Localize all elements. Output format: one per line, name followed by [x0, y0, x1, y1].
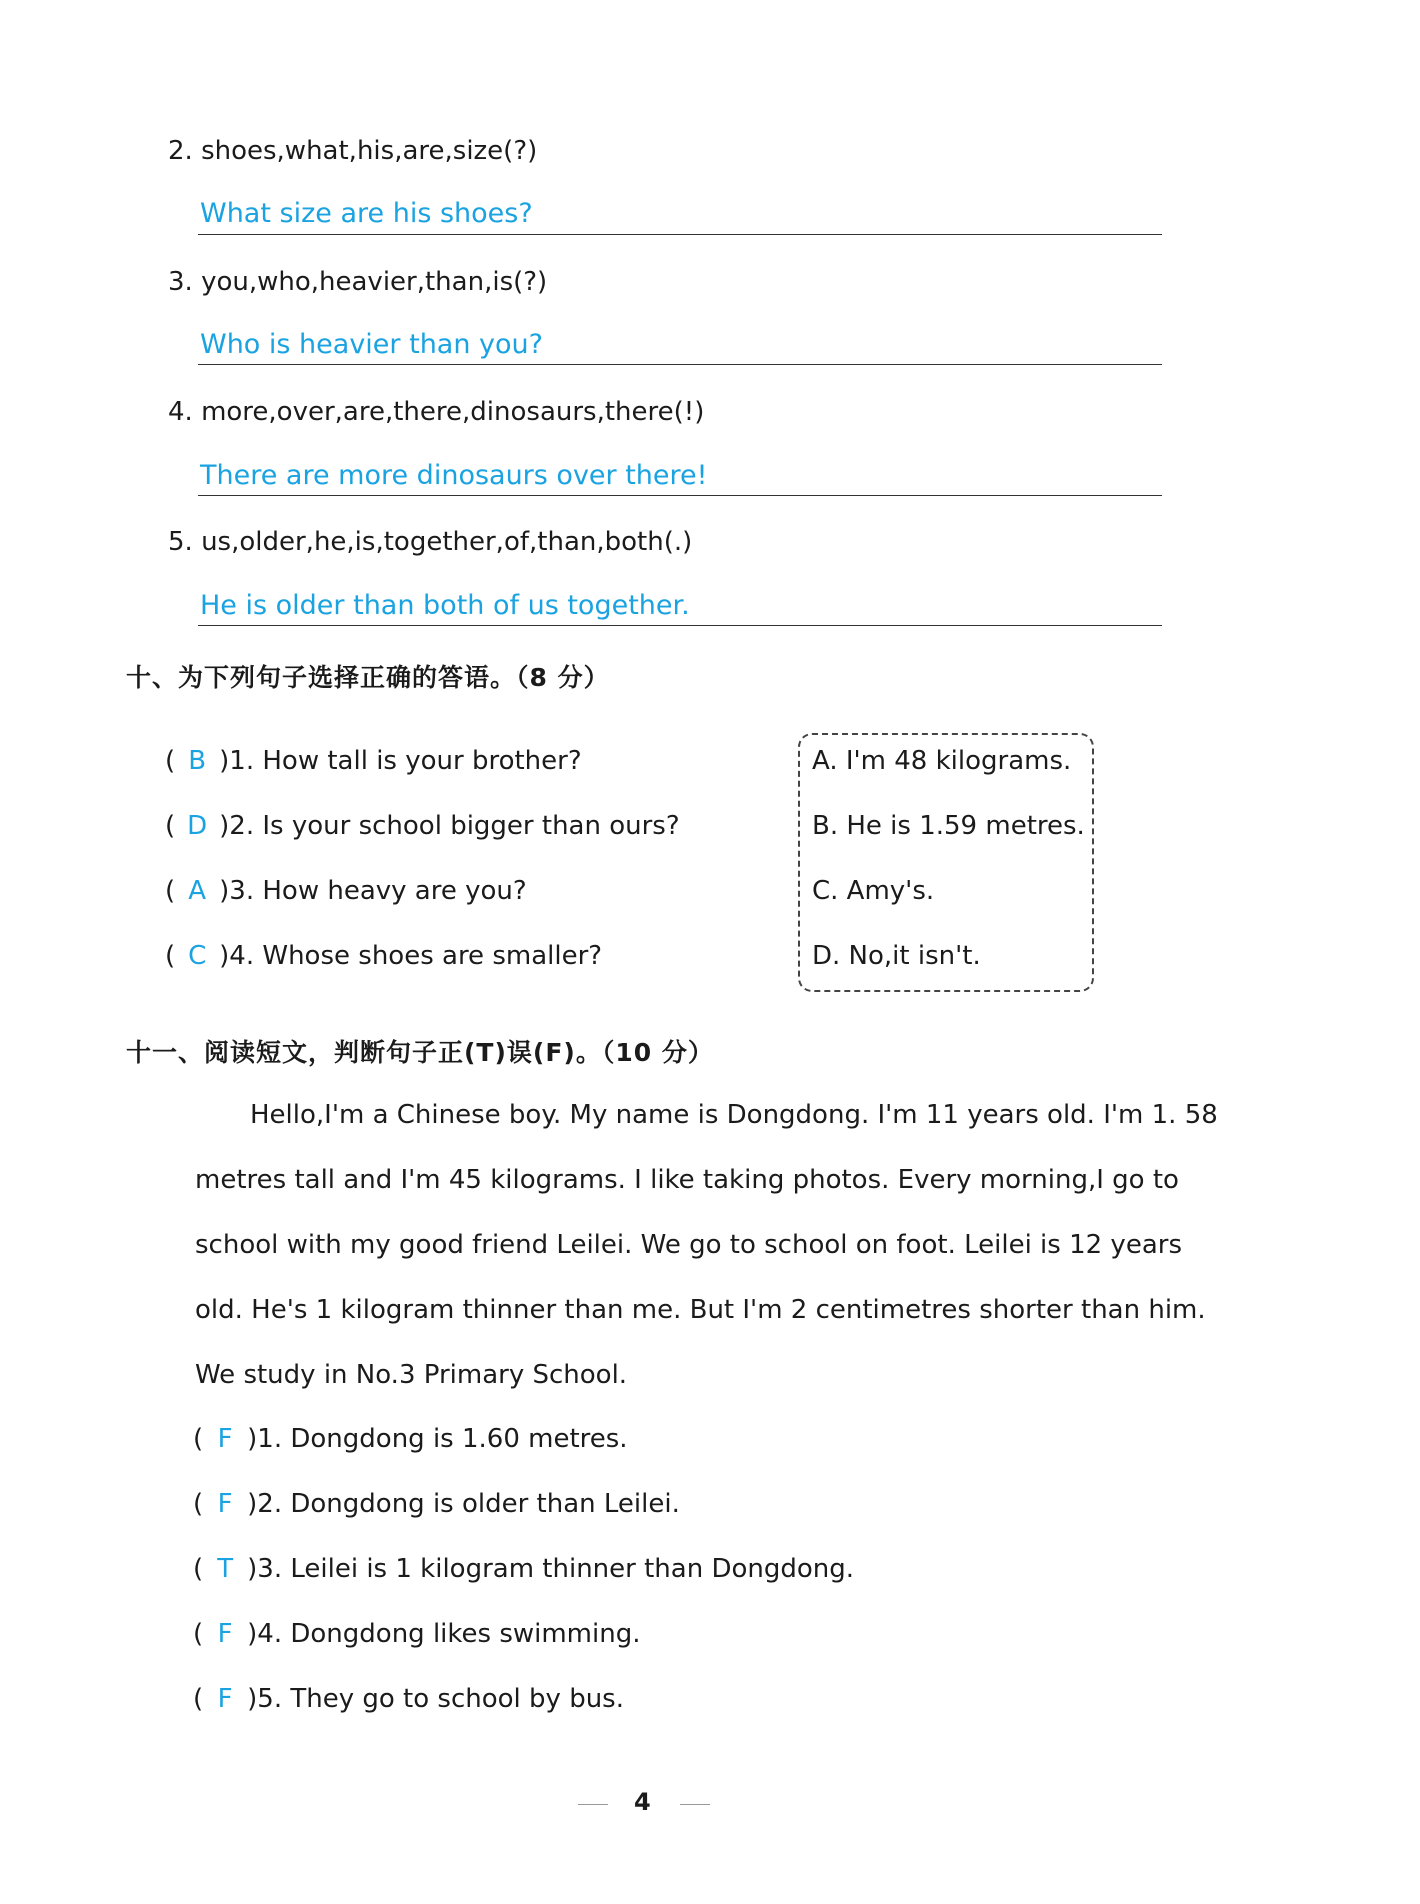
- tf-answer-1: F: [217, 1424, 233, 1454]
- tf-answer-3: T: [217, 1554, 234, 1584]
- tf-question-text-4: )4. Dongdong likes swimming.: [247, 1619, 641, 1649]
- tf-answer-5: F: [217, 1684, 233, 1714]
- bracket-open: (: [193, 1489, 204, 1519]
- tf-question-text-2: )2. Dongdong is older than Leilei.: [247, 1489, 680, 1519]
- reorder-answer-4: There are more dinosaurs over there!: [200, 460, 708, 491]
- reorder-answer-5: He is older than both of us together.: [200, 590, 690, 621]
- mc-answer-1: B: [188, 746, 207, 776]
- mc-question-4: [165, 941, 602, 971]
- mc-question-text-2: )2. Is your school bigger than ours?: [219, 811, 680, 841]
- mc-question-text-1: )1. How tall is your brother?: [219, 746, 582, 776]
- bracket-open: (: [193, 1424, 204, 1454]
- mc-answer-4: C: [188, 941, 207, 971]
- section-10-title: 十、为下列句子选择正确的答语。（8 分）: [126, 663, 610, 692]
- option-b: B. He is 1.59 metres.: [812, 811, 1085, 841]
- bracket-open: (: [165, 876, 176, 906]
- answer-line: [198, 625, 1162, 626]
- passage-line-1: Hello,I'm a Chinese boy. My name is Dongdong. I'm 11 years old. I'm 1. 58: [250, 1100, 1218, 1130]
- tf-question-3: [193, 1554, 854, 1584]
- reorder-prompt-2: 2. shoes,what,his,are,size(?): [168, 136, 538, 166]
- page-number: 4: [634, 1788, 651, 1816]
- answer-line: [198, 364, 1162, 365]
- answer-line: [198, 495, 1162, 496]
- mc-answer-3: A: [188, 876, 207, 906]
- footer-dash-right: [680, 1804, 710, 1805]
- tf-question-1: [193, 1424, 628, 1454]
- mc-answer-2: D: [187, 811, 208, 841]
- answer-line: [198, 234, 1162, 235]
- tf-question-text-5: )5. They go to school by bus.: [247, 1684, 624, 1714]
- section-11-title: 十一、阅读短文，判断句子正(T)误(F)。（10 分）: [126, 1038, 714, 1067]
- mc-question-2: [165, 811, 680, 841]
- passage-line-5: We study in No.3 Primary School.: [195, 1360, 628, 1390]
- option-a: A. I'm 48 kilograms.: [812, 746, 1072, 776]
- tf-answer-2: F: [217, 1489, 233, 1519]
- passage-line-3: school with my good friend Leilei. We go to school on foot. Leilei is 12 years: [195, 1230, 1182, 1260]
- mc-question-text-3: )3. How heavy are you?: [219, 876, 527, 906]
- reorder-answer-2: What size are his shoes?: [200, 198, 533, 229]
- bracket-open: (: [165, 941, 176, 971]
- reorder-prompt-4: 4. more,over,are,there,dinosaurs,there(!): [168, 397, 705, 427]
- tf-question-5: [193, 1684, 624, 1714]
- tf-question-text-3: )3. Leilei is 1 kilogram thinner than Dongdong.: [247, 1554, 855, 1584]
- bracket-open: (: [165, 811, 176, 841]
- bracket-open: (: [165, 746, 176, 776]
- reorder-prompt-3: 3. you,who,heavier,than,is(?): [168, 267, 548, 297]
- bracket-open: (: [193, 1554, 204, 1584]
- mc-question-1: [165, 746, 582, 776]
- passage-line-2: metres tall and I'm 45 kilograms. I like taking photos. Every morning,I go to: [195, 1165, 1179, 1195]
- bracket-open: (: [193, 1619, 204, 1649]
- reorder-prompt-5: 5. us,older,he,is,together,of,than,both(.): [168, 527, 693, 557]
- tf-answer-4: F: [217, 1619, 233, 1649]
- tf-question-text-1: )1. Dongdong is 1.60 metres.: [247, 1424, 628, 1454]
- bracket-open: (: [193, 1684, 204, 1714]
- option-d: D. No,it isn't.: [812, 941, 981, 971]
- option-c: C. Amy's.: [812, 876, 935, 906]
- reorder-answer-3: Who is heavier than you?: [200, 329, 543, 360]
- mc-question-3: [165, 876, 527, 906]
- footer-dash-left: [578, 1804, 608, 1805]
- passage-line-4: old. He's 1 kilogram thinner than me. But I'm 2 centimetres shorter than him.: [195, 1295, 1206, 1325]
- mc-question-text-4: )4. Whose shoes are smaller?: [219, 941, 603, 971]
- tf-question-4: [193, 1619, 640, 1649]
- tf-question-2: [193, 1489, 680, 1519]
